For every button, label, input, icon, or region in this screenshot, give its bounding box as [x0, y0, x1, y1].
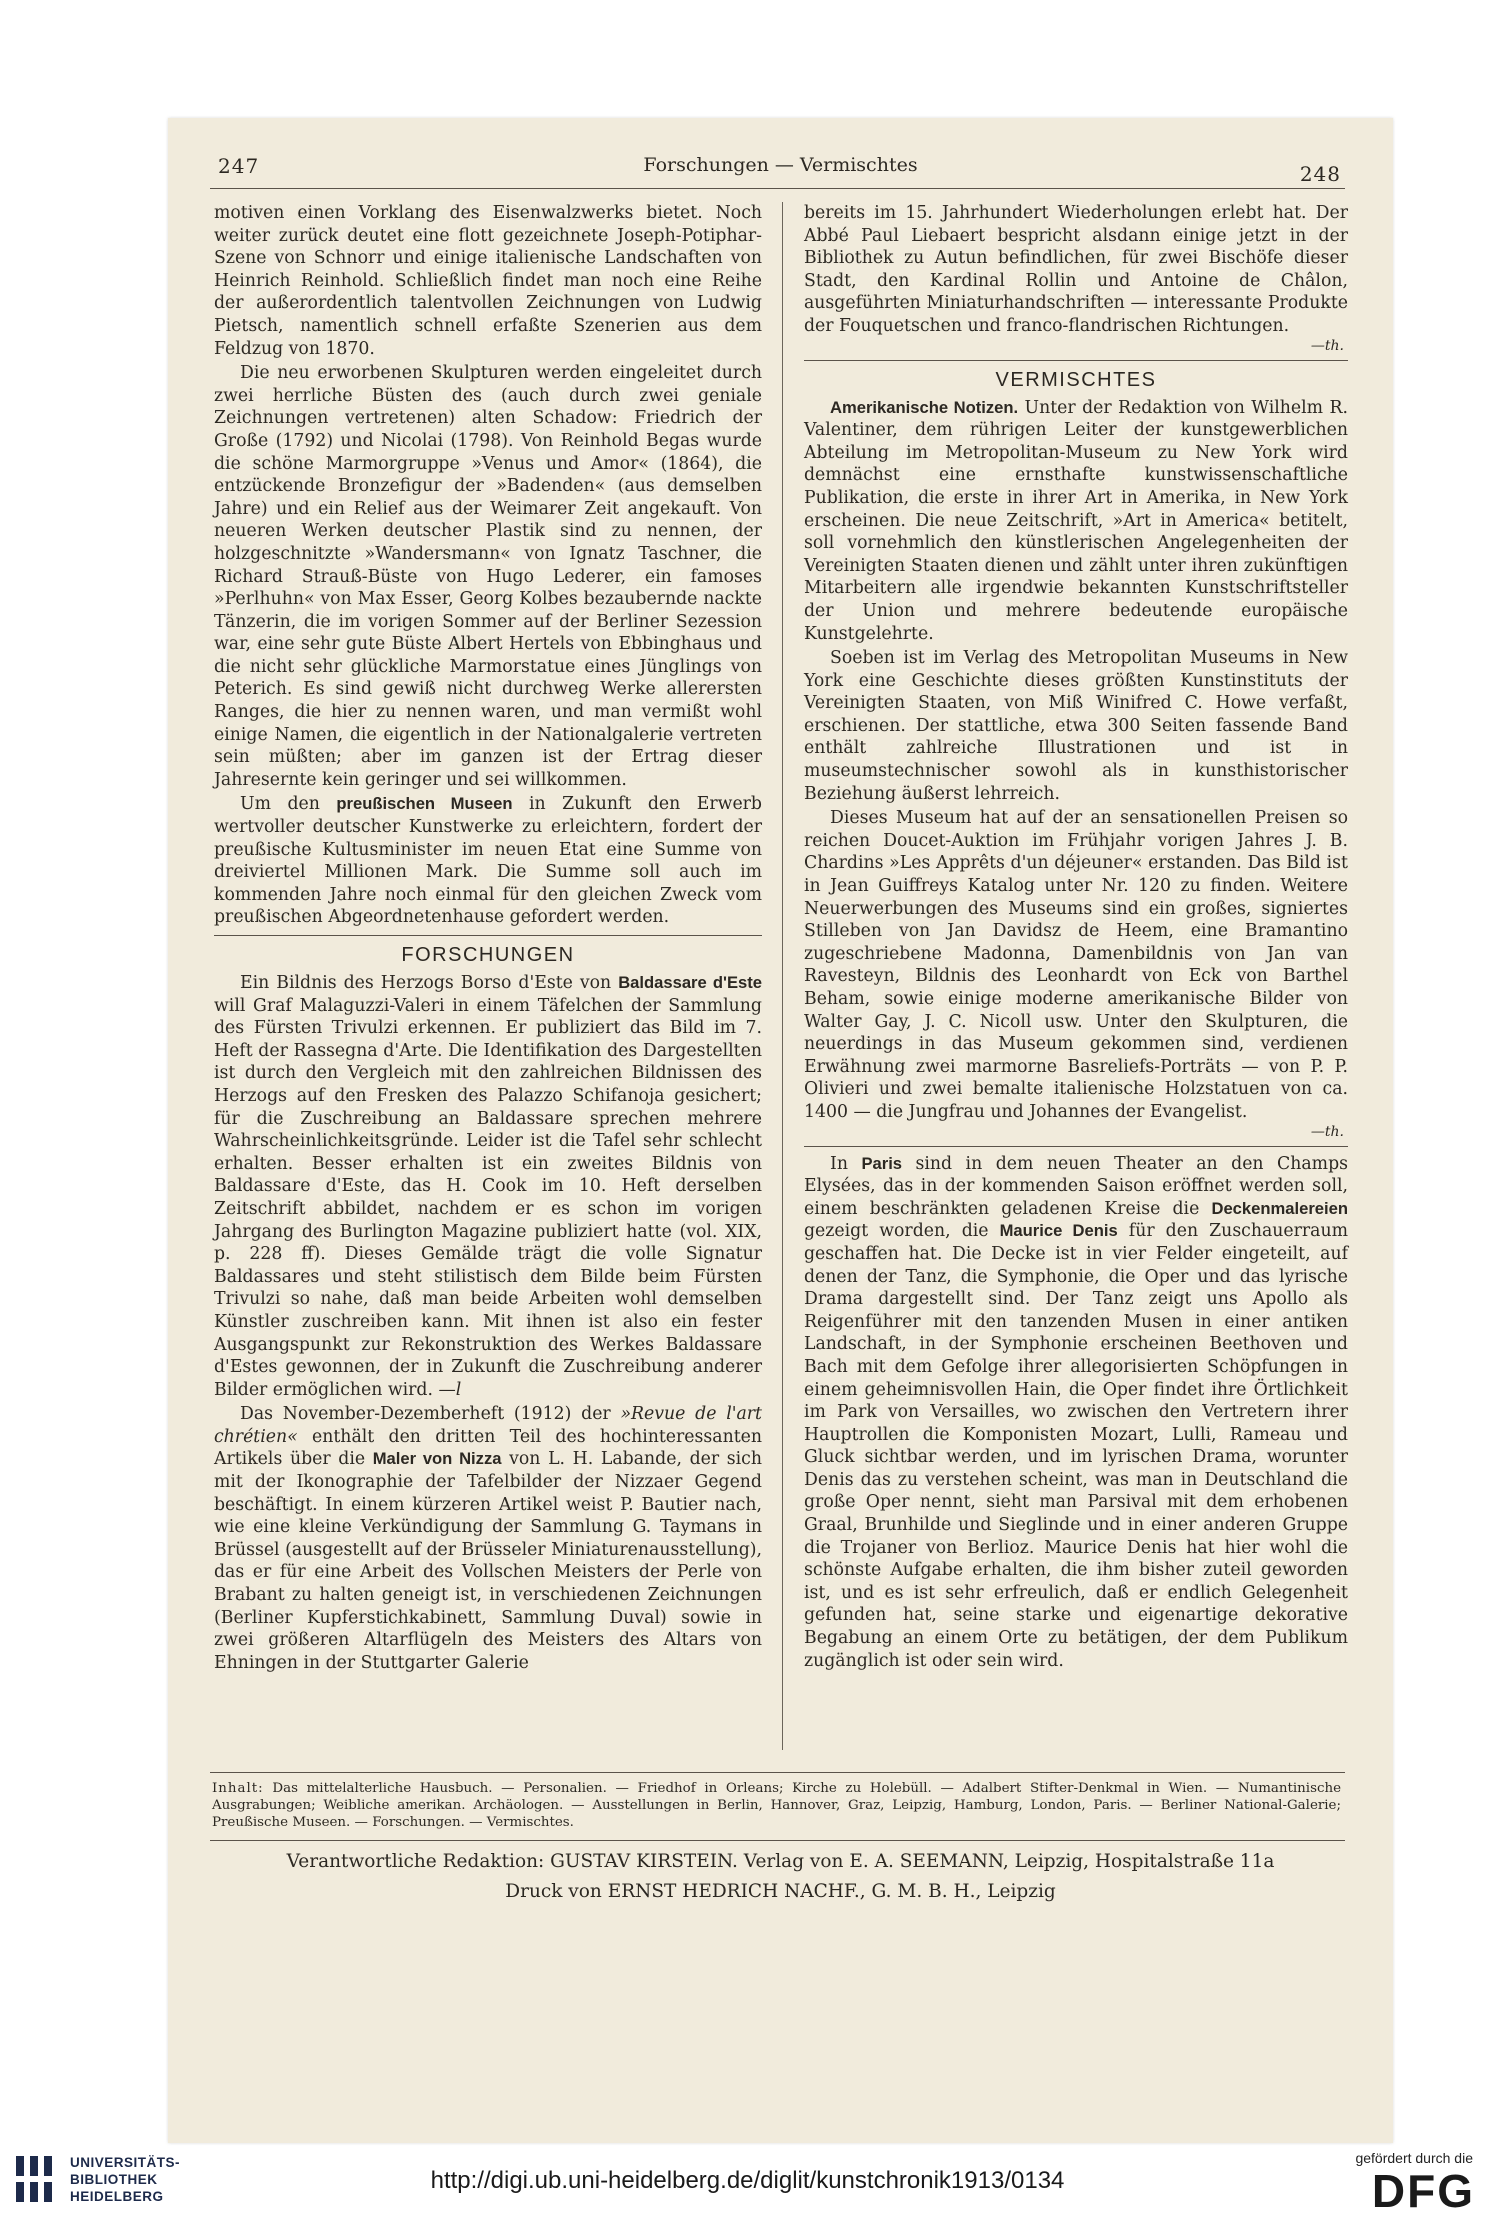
page-number-right: 248: [1299, 162, 1341, 186]
paragraph-metropolitan-history: Soeben ist im Verlag des Metropolitan Museums in New York eine Geschichte dieses größten Kunstinstituts der Vereinigten Staaten, von Miß Winifred C. Howe verfaßt, erschienen. Der stattliche, etwa 300 Seiten fassende Band enthält zahlreiche Illustrationen und ist in museumstechnischer sowohl als in kunsthistorischer Beziehung äußerst lehrreich.: [804, 648, 1348, 804]
heading-vermischtes: VERMISCHTES: [995, 368, 1157, 391]
source-url: [0, 2167, 1495, 2195]
paragraph-sculptures: Die neu erworbenen Skulpturen werden eingeleitet durch zwei herrliche Büsten des (auch durch zwei geniale Zeichnungen vertretenen) alten Schadow: Friedrich der Große (1792) und Nicolai (1798). Von Reinhold Begas wurde die schöne Marmorgruppe »Venus und Amor« (1864), die entzückende Bronzefigur der »Badenden« (aus demselben Jahre) und ein Relief aus der Weimarer Zeit angekauft. Von neueren Werken deutscher Plastik sind zu nennen, der holzgeschnitzte »Wandersmann« von Ignatz Taschner, die Richard Strauß-Büste von Hugo Lederer, ein famoses »Perlhuhn« von Max Esser, Georg Kolbes bezaubernde nackte Tänzerin, die im vorigen Sommer auf der Berliner Sezession war, eine sehr gute Büste Albert Hertels von Ebbinghaus und die nicht sehr glückliche Marmorstatue eines Jünglings von Peterich. Es sind gewiß nicht durchweg Werke allerersten Ranges, die hier zu nennen waren, und man vermißt wohl einige Namen, die eigentlich in der Nationalgalerie vertreten sein müßten; aber im ganzen ist der Ertrag dieser Jahresernte kein geringer und sei willkommen.: [214, 363, 762, 790]
paragraph-paris: In Paris sind in dem neuen Theater an den Champs Elysées, das in der kommenden Saison eröffnet werden soll, einem beschränkten geladenen Kreise die Deckenmalereien gezeigt worden, die Maurice Denis für den Zuschauerraum geschaffen hat. Die Decke ist in vier Felder eingeteilt, auf denen der Tanz, die Symphonie, die Oper und das lyrische Drama dargestellt sind. Der Tanz zeigt uns Apollo als Reigenführer mit den tanzenden Musen in einer antiken Landschaft, in der Symphonie erscheinen Beethoven und Bach mit dem Gefolge ihrer allegorisierten Schöpfungen in einem geheimnisvollen Hain, die Oper findet ihre Örtlichkeit im Park von Versailles, wo zwischen den Vertretern ihrer Hauptrollen die Komponisten Mozart, Lulli, Rameau und Gluck sichtbar werden, und im lyrischen Drama, worunter Denis das zu verstehen scheint, was man in Deutschland die große Oper nennt, sieht man Parsival mit dem erhobenen Graal, Brunhilde und Sieglinde und in einer anderen Gruppe die Trojaner von Berlioz. Maurice Denis hat hier wohl die schönste Aufgabe erhalten, die ihm bisher zuteil geworden ist, und es ist sehr erfreulich, daß er endlich Gelegenheit gefunden hat, seine starke und eigenartige dekorative Begabung an einem Orte zu betätigen, der dem Publikum zugänglich ist oder sein wird.: [804, 1153, 1349, 1671]
section-rule: [214, 935, 762, 936]
contents-label: Inhalt:: [212, 1781, 264, 1796]
source-link[interactable]: http://digi.ub.uni-heidelberg.de/diglit/kunstchronik1913/0134: [430, 2167, 1065, 2194]
contents-rule-top: [210, 1772, 1345, 1773]
header-rule: [210, 188, 1345, 189]
signature: —th.: [1310, 1123, 1344, 1140]
right-column: [804, 202, 1348, 1674]
section-rule: [804, 1146, 1348, 1147]
paragraph-baldassare: Ein Bildnis des Herzogs Borso d'Este von Baldassare d'Este will Graf Malaguzzi-Valeri in einem Täfelchen der Sammlung des Fürsten Trivulzi erkennen. Er publiziert das Bild im 7. Heft der Rassegna d'Arte. Die Identifikation des Dargestellten ist durch den Vergleich mit den zahlreichen Bildnissen des Herzogs auf den Fresken des Palazzo Schifanoja gesichert; für die Zuschreibung an Baldassare sprechen mehrere Wahrscheinlichkeitsgründe. Leider ist die Tafel sehr schlecht erhalten. Besser erhalten ist ein zweites Bildnis von Baldassare d'Este, das H. Cook im 10. Heft derselben Zeitschrift abbildet, nachdem er es schon im vorigen Jahrgang des Burlington Magazine publiziert hatte (vol. XIX, p. 228 ff). Dieses Gemälde trägt die volle Signatur Baldassares und steht stilistisch dem Bilde beim Fürsten Trivulzi so nahe, daß man beide Arbeiten wohl demselben Künstler zuschreiben kann. Mit ihnen ist also ein fester Ausgangspunkt zur Rekonstruktion des Werkes Baldassare d'Estes gewonnen, der in Zukunft die Zuschreibung anderer Bilder ermöglichen wird. —l: [214, 973, 762, 1400]
imprint-printer: Druck von ERNST HEDRICH NACHF., G. M. B. H., Leipzig: [505, 1881, 1056, 1902]
signature: —th.: [1310, 337, 1344, 354]
column-divider: [782, 202, 783, 1750]
table-of-contents: [212, 1780, 1341, 1831]
dfg-logo[interactable]: DFG: [1371, 2165, 1475, 2217]
running-title: Forschungen — Vermischtes: [643, 154, 918, 176]
paragraph-acquisitions: Dieses Museum hat auf der an sensationellen Preisen so reichen Doucet-Auktion im Frühjahr vorigen Jahres J. B. Chardins »Les Apprêts d'un déjeuner« erstanden. Das Bild ist in Jean Guiffreys Katalog unter Nr. 120 zu finden. Weitere Neuerwerbungen des Museums sind ein großes, signiertes Stilleben von Jan Davidsz de Heem, eine Bramantino zugeschriebene Madonna, Damenbildnis von Jan van Ravesteyn, Bildnis des Leonhardt von Eck von Barthel Beham, sowie einige moderne amerikanische Bilder von Walter Gay, J. C. Nicoll usw. Unter den Skulpturen, die neuerdings in das Museum gekommen sind, verdienen Erwähnung zwei marmorne Basreliefs-Porträts — von P. P. Olivieri und zwei bemalte italienische Holzstatuen von ca. 1400 — die Jungfrau und Johannes der Evangelist.: [804, 808, 1348, 1122]
paragraph-american-notes: Amerikanische Notizen. Unter der Redaktion von Wilhelm R. Valentiner, dem rührigen Leiter der kunstgewerblichen Abteilung im Metropolitan-Museum zu New York wird demnächst eine ernsthafte kunstwissenschaftliche Publikation, die erste in ihrer Art in Amerika, in New York erscheinen. Die neue Zeitschrift, »Art in America« betitelt, soll vornehmlich den künstlerischen Angelegenheiten der Vereinigten Staaten dienen und zählt unter ihren zukünftigen Mitarbeitern alle irgendwie bekannten Kunstschriftsteller der Union und mehrere bedeutende europäische Kunstgelehrte.: [804, 397, 1348, 644]
section-rule: [804, 360, 1348, 361]
heading-forschungen: FORSCHUNGEN: [401, 944, 575, 966]
imprint-editor: Verantwortliche Redaktion: GUSTAV KIRSTEIN. Verlag von E. A. SEEMANN, Leipzig, Hospitalstraße 11a: [286, 1851, 1275, 1872]
library-name: UNIVERSITÄTS- BIBLIOTHEK HEIDELBERG: [70, 2155, 181, 2204]
page-number-left: 247: [218, 154, 260, 178]
scanned-page: [168, 118, 1393, 2143]
paragraph-continuation: bereits im 15. Jahrhundert Wiederholungen erlebt hat. Der Abbé Paul Liebaert bespricht alsdann einige jetzt in der Bibliothek zu Autun befindlichen, für zwei Bischöfe dieser Stadt, den Kardinal Rollin und Antoine de Châlon, ausgeführten Miniaturhandschriften — interessante Produkte der Fouquetschen und franco-flandrischen Richtungen.: [804, 203, 1348, 336]
paragraph-drawings: motiven einen Vorklang des Eisenwalzwerks bietet. Noch weiter zurück deutet eine flott gezeichnete Joseph-Potiphar-Szene von Schnorr und einige italienische Landschaften von Heinrich Reinhold. Schließlich findet man noch eine Reihe der außerordentlich talentvollen Zeichnungen von Ludwig Pietsch, namentlich schnell erfaßte Szenerien aus dem Feldzug von 1870.: [214, 203, 762, 359]
left-column: [214, 202, 762, 1676]
paragraph-prussian-museums: Um den preußischen Museen in Zukunft den Erwerb wertvoller deutscher Kunstwerke zu erleichtern, fordert der preußische Kultusminister im neuen Etat eine Summe von dreiviertel Millionen Mark. Die Summe soll auch im kommenden Jahre noch einmal für den gleichen Zweck vom preußischen Abgeordnetenhause gefordert werden.: [214, 794, 762, 928]
funded-by-text: gefördert durch die: [1355, 2150, 1473, 2166]
signature: —l: [438, 1379, 462, 1400]
contents-text: Das mittelalterliche Hausbuch. — Personalien. — Friedhof in Orleans; Kirche zu Holebüll. — Adalbert Stifter-Denkmal in Wien. — Numantinische Ausgrabungen; Weibliche amerikan. Archäologen. — Ausstellungen in Berlin, Hannover, Graz, Leipzig, Hamburg, London, Paris. — Berliner National-Galerie; Preußische Museen. — Forschungen. — Vermischtes.: [212, 1781, 1341, 1830]
funding-notice: [1315, 2150, 1475, 2217]
paragraph-nizza: Das November-Dezemberheft (1912) der »Revue de l'art chrétien« enthält den dritten Teil des hochinteressanten Artikels über die Maler von Nizza von L. H. Labande, der sich mit der Ikonographie der Tafelbilder der Nizzaer Gegend beschäftigt. In einem kürzeren Artikel weist P. Bautier nach, wie eine kleine Verkündigung der Sammlung G. Taymans in Brüssel (ausgestellt auf der Brüsseler Miniaturenausstellung), das er für eine Arbeit des Vollschen Meisters der Perle von Brabant zu halten geneigt ist, in verschiedenen Zeichnungen (Berliner Kupferstichkabinett, Sammlung Duval) sowie in zwei größeren Altarflügeln des Meisters des Altars von Ehningen in der Stuttgarter Galerie: [214, 1404, 762, 1673]
contents-rule-bottom: [210, 1840, 1345, 1841]
